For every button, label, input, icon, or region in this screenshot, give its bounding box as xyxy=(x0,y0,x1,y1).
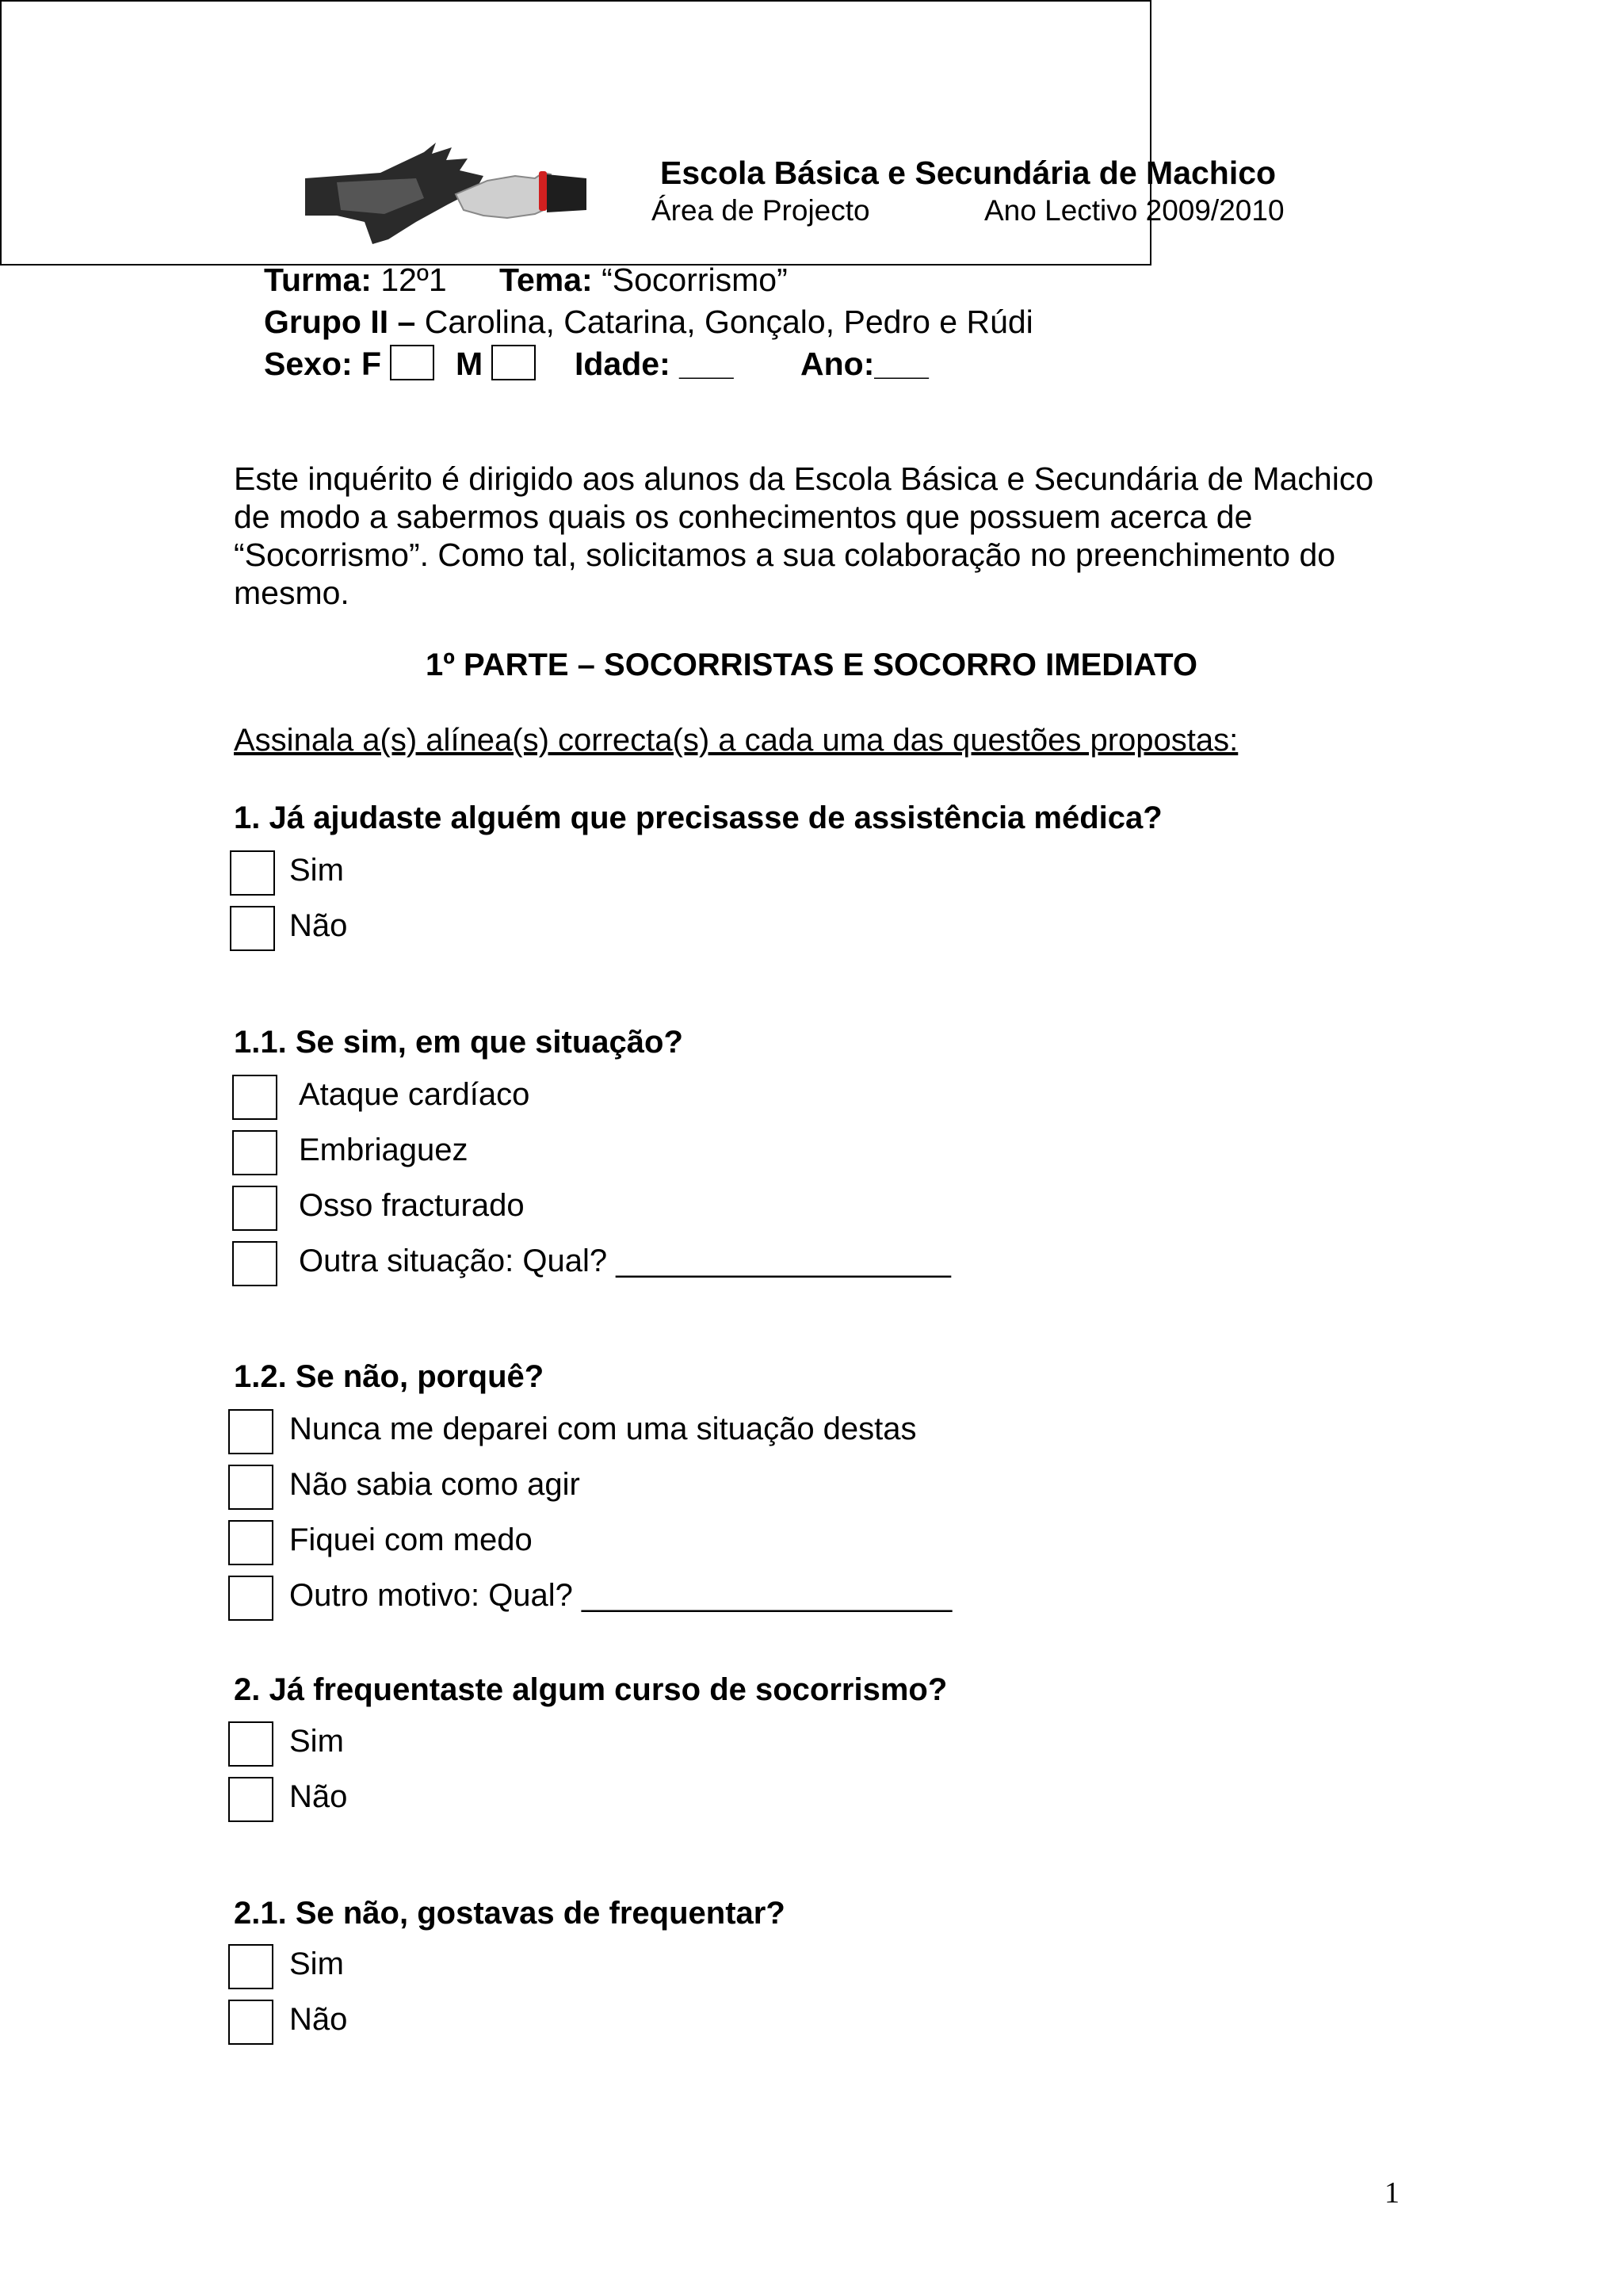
q2-option-label: Sim xyxy=(289,1724,344,1759)
question-1-2: 1.2. Se não, porquê? xyxy=(234,1359,544,1394)
tema-line xyxy=(499,262,788,299)
q1-2-option-label: Fiquei com medo xyxy=(289,1522,533,1557)
question-1-1: 1.1. Se sim, em que situação? xyxy=(234,1025,683,1060)
q2-option-checkbox[interactable] xyxy=(228,1721,273,1767)
school-name: Escola Básica e Secundária de Machico xyxy=(660,155,1277,191)
q2-1-option-label: Não xyxy=(289,2002,348,2037)
q1-1-option-label: Embriaguez xyxy=(299,1133,468,1167)
q1-2-option-label: Outro motivo: Qual? _____________________ xyxy=(289,1578,953,1613)
q1-option-label: Não xyxy=(289,908,348,943)
turma-line xyxy=(264,262,447,299)
q2-1-option-label: Sim xyxy=(289,1946,344,1981)
grupo-label: Grupo II – xyxy=(264,304,416,340)
page-number: 1 xyxy=(1384,2176,1400,2210)
sexo-m-label: M xyxy=(456,346,483,382)
idade-field[interactable]: Idade: ___ xyxy=(575,346,734,382)
part-title: 1º PARTE – SOCORRISTAS E SOCORRO IMEDIATO xyxy=(426,648,1197,682)
ano-field[interactable]: Ano:___ xyxy=(800,346,929,382)
q1-2-option-checkbox[interactable] xyxy=(228,1520,273,1565)
q1-option-checkbox[interactable] xyxy=(230,850,275,896)
school-year: Ano Lectivo 2009/2010 xyxy=(984,194,1285,227)
tema-label: Tema: xyxy=(499,262,593,298)
instruction-text: Assinala a(s) alínea(s) correcta(s) a cada uma das questões propostas: xyxy=(234,723,1239,758)
q2-option-label: Não xyxy=(289,1779,348,1814)
q1-2-option-checkbox[interactable] xyxy=(228,1465,273,1510)
q1-2-option-checkbox[interactable] xyxy=(228,1409,273,1454)
q1-1-option-label: Outra situação: Qual? ___________________ xyxy=(299,1244,951,1278)
grupo-line xyxy=(264,304,1033,341)
turma-label: Turma: xyxy=(264,262,372,298)
tema-value: “Socorrismo” xyxy=(592,262,788,298)
q1-1-option-checkbox[interactable] xyxy=(232,1241,277,1286)
q1-option-label: Sim xyxy=(289,853,344,888)
q2-1-option-checkbox[interactable] xyxy=(228,2000,273,2045)
question-2-1: 2.1. Se não, gostavas de frequentar? xyxy=(234,1896,785,1931)
area-label: Área de Projecto xyxy=(651,194,870,227)
question-1: 1. Já ajudaste alguém que precisasse de assistência médica? xyxy=(234,800,1163,835)
q1-1-option-label: Ataque cardíaco xyxy=(299,1077,530,1112)
q2-option-checkbox[interactable] xyxy=(228,1777,273,1822)
q1-1-option-checkbox[interactable] xyxy=(232,1130,277,1175)
q2-1-option-checkbox[interactable] xyxy=(228,1944,273,1989)
grupo-value: Carolina, Catarina, Gonçalo, Pedro e Rúdi xyxy=(415,304,1033,340)
sexo-f-checkbox[interactable] xyxy=(390,345,434,380)
q1-1-option-label: Osso fracturado xyxy=(299,1188,525,1223)
turma-value: 12º1 xyxy=(371,262,447,298)
sexo-m-checkbox[interactable] xyxy=(491,345,536,380)
q1-1-option-checkbox[interactable] xyxy=(232,1075,277,1120)
q1-2-option-label: Nunca me deparei com uma situação destas xyxy=(289,1412,917,1446)
question-2: 2. Já frequentaste algum curso de socorrismo? xyxy=(234,1672,948,1707)
q1-2-option-checkbox[interactable] xyxy=(228,1576,273,1621)
hands-logo-icon xyxy=(305,143,586,246)
sexo-label: Sexo: F xyxy=(264,346,382,382)
q1-option-checkbox[interactable] xyxy=(230,906,275,951)
q1-1-option-checkbox[interactable] xyxy=(232,1186,277,1231)
intro-paragraph: Este inquérito é dirigido aos alunos da Escola Básica e Secundária de Machico de modo a sabermos quais os conhecimentos que possuem acerca de “Socorrismo”. Como tal, solicitamos a sua colaboração no preenchimento do mesmo. xyxy=(234,460,1374,611)
q1-2-option-label: Não sabia como agir xyxy=(289,1467,580,1502)
